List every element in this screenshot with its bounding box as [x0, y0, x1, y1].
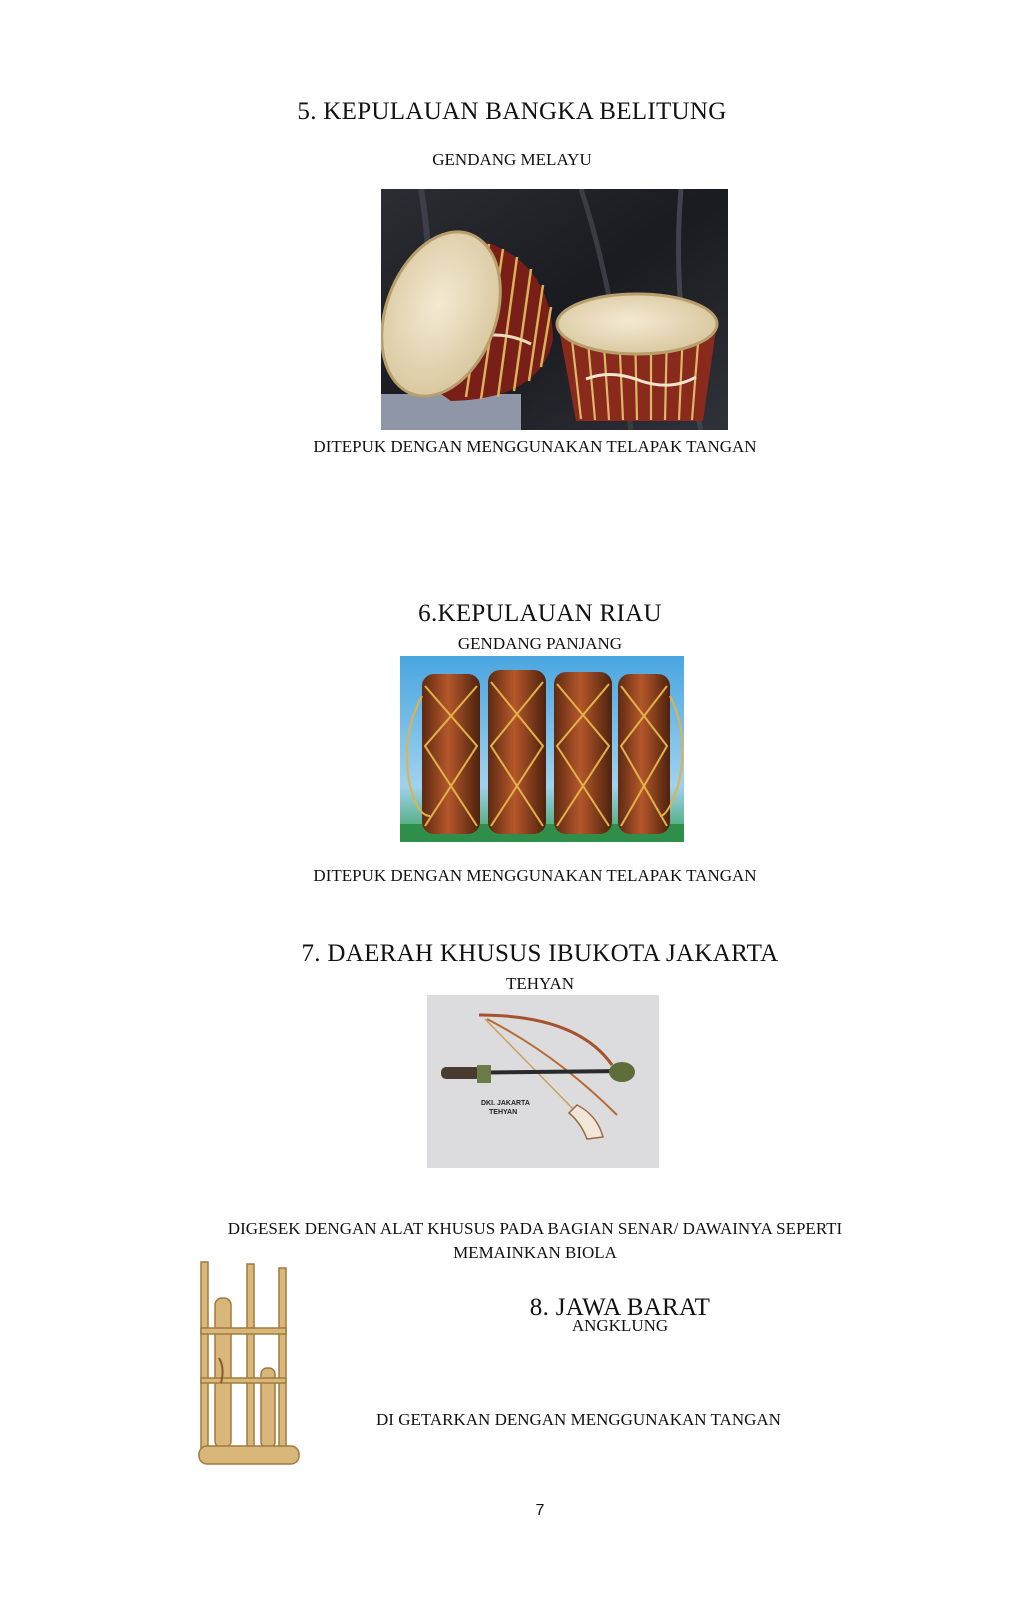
- section-6-description: DITEPUK DENGAN MENGGUNAKAN TELAPAK TANGAN: [313, 866, 757, 885]
- gendang-melayu-photo: [381, 189, 728, 430]
- section-7-heading: 7. DAERAH KHUSUS IBUKOTA JAKARTA: [301, 940, 779, 967]
- section-5-description: DITEPUK DENGAN MENGGUNAKAN TELAPAK TANGAN: [313, 437, 757, 456]
- section-5-instrument: GENDANG MELAYU: [432, 150, 592, 169]
- section-7-description-line1: DIGESEK DENGAN ALAT KHUSUS PADA BAGIAN SENAR/ DAWAINYA SEPERTI: [227, 1219, 843, 1238]
- tehyan-photo-label: DKI. JAKARTA: [481, 1100, 530, 1107]
- section-6-instrument: GENDANG PANJANG: [457, 634, 623, 653]
- section-7-description-line2: MEMAINKAN BIOLA: [453, 1243, 617, 1262]
- section-5-heading: 5. KEPULAUAN BANGKA BELITUNG: [297, 98, 727, 125]
- angklung-photo: [195, 1258, 309, 1470]
- gendang-panjang-photo: [400, 656, 684, 842]
- section-7-instrument: TEHYAN: [506, 974, 574, 993]
- section-8-heading: 8. JAWA BARAT: [529, 1294, 711, 1321]
- section-8-description: DI GETARKAN DENGAN MENGGUNAKAN TANGAN: [376, 1410, 781, 1429]
- section-8-instrument: ANGKLUNG: [571, 1316, 669, 1335]
- tehyan-photo: [427, 995, 659, 1168]
- tehyan-photo-sublabel: TEHYAN: [489, 1109, 518, 1116]
- section-6-heading: 6.KEPULAUAN RIAU: [418, 600, 662, 627]
- page-number: 7: [535, 1502, 545, 1519]
